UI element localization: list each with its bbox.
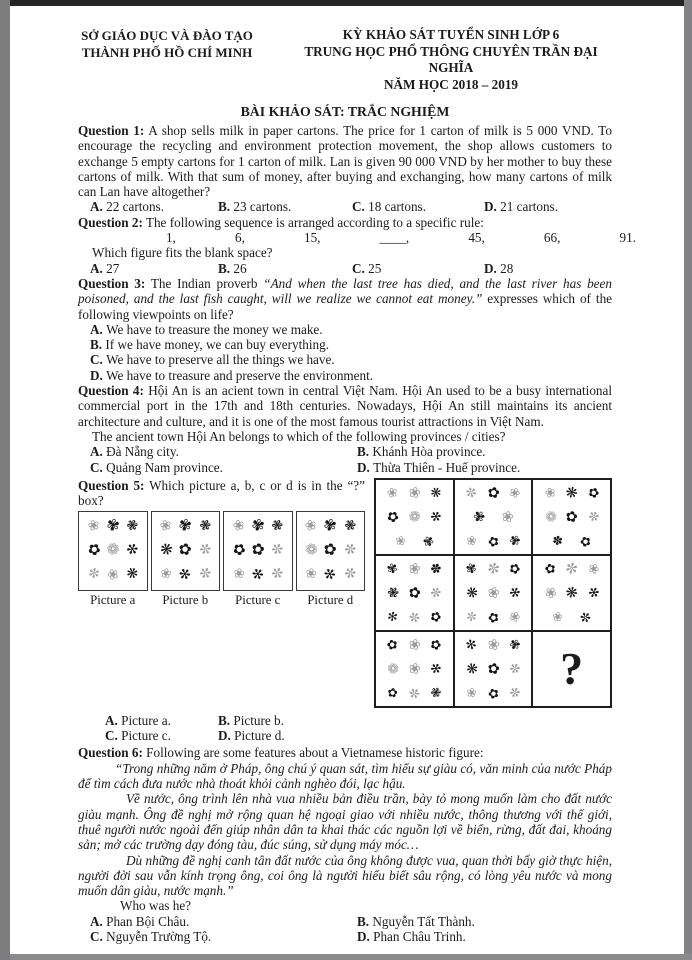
answer-option-c: [352, 261, 484, 276]
answer-option-d: [484, 199, 612, 214]
answer-option-c: [352, 199, 484, 214]
flower-icon: ❀: [393, 534, 407, 550]
flower-icon: ❀: [231, 566, 246, 583]
question-6: [78, 745, 612, 945]
puzzle-cell-5: [454, 555, 533, 631]
question-text: Which picture a, b, c or d is in the “?” box?: [78, 477, 366, 509]
option-letter: A.: [90, 444, 103, 460]
puzzle-cell-1: [375, 479, 454, 555]
flower-icon: ❀: [406, 636, 423, 656]
flower-icon: ❀: [303, 517, 319, 536]
flower-icon: ❋: [427, 484, 444, 503]
option-letter: C.: [90, 352, 103, 368]
answer-option-a: [90, 261, 218, 276]
flower-icon: ✻: [506, 584, 523, 603]
option-text: Thừa Thiên - Huế province.: [369, 460, 521, 476]
flower-icon: ❃: [268, 516, 286, 537]
flower-icon: ✿: [321, 540, 339, 561]
flower-row: [377, 482, 452, 506]
question-label: Question 3:: [78, 275, 146, 291]
flower-row: [80, 514, 146, 538]
picture-caption: Picture c: [235, 593, 281, 608]
flower-icon: ✾: [385, 561, 401, 579]
flower-icon: ✼: [406, 609, 423, 628]
puzzle-cell-7: [375, 631, 454, 707]
puzzle-cell-9: [532, 631, 611, 707]
option-text: Picture d.: [230, 728, 285, 744]
option-letter: B.: [90, 337, 103, 353]
answer-option-b: [357, 914, 612, 930]
flower-icon: ✼: [485, 560, 501, 580]
flower-icon: ✿: [485, 660, 501, 680]
answer-option-a: [90, 444, 357, 460]
flower-icon: ❁: [406, 508, 423, 528]
question-5-6-region: [78, 478, 612, 945]
flower-row: [377, 558, 452, 582]
flower-icon: ❀: [159, 566, 173, 583]
flower-icon: ✾: [469, 507, 488, 528]
answer-option-a: [90, 914, 357, 930]
flower-row: [377, 530, 452, 554]
flower-icon: ✼: [406, 685, 423, 704]
exam-title: BÀI KHẢO SÁT: TRẮC NGHIỆM: [240, 104, 450, 119]
quote-paragraph-3: Dù những đề nghị canh tân đất nước của ông không được vua, quan thời bấy giờ thực hiện, người đời sau vẫn kính trọng ông, coi ông là người hiểu biết sâu rộng, có lòng yêu nước và mong muốn dân giàu, nước mạnh.”: [78, 852, 612, 899]
flower-row: [456, 682, 531, 706]
answer-option-c: [90, 460, 357, 476]
question-2-options: [90, 261, 612, 276]
flower-row: [225, 562, 291, 586]
option-text: Picture b.: [230, 712, 284, 728]
document-page: [10, 6, 648, 954]
answer-option-a: [90, 322, 612, 337]
quote-paragraph-2: Về nước, ông trình lên nhà vua nhiều bản điều trần, bày tỏ mong muốn làm cho đất nước giàu mạnh. Ông đề nghị mở rộng quan hệ ngoại giao với nhiều nước, thông thương với thế giới, thuê người nước ngoài đến giúp nhân dân ta khai thác các nguồn lợi về biển, rừng, đất đai, khoáng sản; mở các trường dạy đóng tàu, đúc súng, sử dụng máy móc…: [78, 791, 612, 853]
photo-frame-left: [0, 0, 10, 960]
flower-icon: ❀: [465, 534, 478, 550]
flower-icon: ✼: [578, 609, 595, 628]
flower-icon: ✽: [551, 534, 564, 550]
option-text: 18 cartons.: [364, 199, 426, 215]
flower-row: [456, 582, 531, 606]
flower-row: [377, 682, 452, 706]
picture-option-c: [223, 511, 293, 608]
flower-row: [377, 658, 452, 682]
answer-option-b: [357, 444, 612, 460]
flower-icon: ✻: [585, 584, 602, 603]
flower-icon: ❀: [158, 517, 174, 536]
question-3: [78, 276, 612, 383]
flower-icon: ✿: [385, 637, 401, 655]
option-letter: B.: [357, 444, 370, 460]
flower-icon: ❃: [383, 583, 403, 604]
option-text: 23 cartons.: [230, 199, 292, 215]
flower-icon: ✻: [386, 610, 400, 626]
flower-icon: ✾: [506, 532, 523, 551]
flower-icon: ✿: [83, 539, 104, 562]
flower-icon: ❀: [85, 517, 102, 536]
picture-caption: Picture a: [90, 593, 136, 608]
flower-row: [534, 482, 609, 506]
flower-icon: ✿: [176, 540, 194, 561]
flower-icon: ❁: [301, 539, 321, 562]
flower-icon: ✿: [427, 608, 444, 627]
flower-icon: ❀: [585, 560, 602, 579]
option-text: If we have money, we can buy everything.: [102, 337, 330, 353]
flower-icon: ✼: [340, 540, 359, 561]
flower-icon: ✾: [506, 636, 523, 655]
flower-row: [377, 506, 452, 530]
flower-icon: ❃: [195, 516, 214, 537]
flower-row: [456, 606, 531, 630]
answer-option-d: [90, 368, 612, 383]
question-5-options: [105, 713, 385, 744]
flower-row: [153, 562, 219, 586]
option-letter: B.: [218, 712, 231, 728]
question-lead: The Indian proverb: [150, 275, 258, 291]
flower-row: [80, 538, 146, 562]
puzzle-cell-6: [532, 555, 611, 631]
flower-icon: ✿: [228, 539, 249, 562]
answer-option-b: [218, 713, 385, 728]
option-letter: B.: [357, 913, 370, 929]
flower-icon: ✼: [506, 660, 523, 679]
question-4: [78, 383, 612, 476]
answer-option-a: [90, 199, 218, 214]
flower-icon: ❀: [406, 560, 423, 580]
option-text: We have to treasure the money we make.: [102, 321, 323, 337]
flower-icon: ❋: [123, 564, 141, 585]
picture-box: [78, 511, 148, 591]
question-subtext: Which figure fits the blank space?: [92, 245, 273, 261]
question-text: The following sequence is arranged according to a specific rule:: [145, 214, 484, 230]
flower-icon: ✿: [383, 507, 403, 528]
option-letter: C.: [90, 929, 103, 945]
flower-icon: ❀: [485, 584, 501, 604]
option-letter: B.: [218, 260, 231, 276]
sequence-term: 15,: [303, 230, 321, 246]
flower-icon: ❀: [406, 660, 423, 680]
flower-icon: ❀: [506, 608, 523, 627]
flower-row: [298, 538, 364, 562]
puzzle-cell-4: [375, 555, 454, 631]
option-text: We have to treasure and preserve the environment.: [102, 367, 374, 383]
exam-name-line-1: KỲ KHẢO SÁT TUYỂN SINH LỚP 6: [342, 27, 560, 42]
flower-icon: ✿: [386, 686, 400, 702]
picture-caption: Picture b: [162, 593, 209, 608]
flower-icon: ❀: [385, 485, 401, 503]
question-2: [78, 214, 636, 276]
flower-icon: ✼: [506, 684, 523, 703]
question-text: Hội An is an acient town in central Việt Nam. Hội An used to be a busy international commercial port in the 17th and 18th centuries. Nowadays, Hội An still maintains its ancient architecture and culture, and it is one of the most famous tourist attractions in Việt Nam.: [78, 383, 613, 429]
flower-icon: ❀: [499, 508, 515, 528]
option-text: Khánh Hòa province.: [369, 444, 486, 460]
option-text: Nguyễn Trường Tộ.: [102, 929, 212, 945]
option-text: We have to preserve all the things we have.: [102, 352, 335, 368]
flower-icon: ✼: [268, 540, 286, 561]
option-text: Picture c.: [117, 728, 171, 744]
option-letter: D.: [484, 260, 497, 276]
flower-row: [225, 538, 291, 562]
picture-box: [151, 511, 221, 591]
flower-row: [456, 558, 531, 582]
flower-icon: ✼: [268, 564, 286, 585]
picture-answer-row: [78, 511, 365, 608]
answer-option-d: [357, 929, 612, 945]
flower-icon: ✼: [465, 610, 478, 626]
flower-icon: ✾: [464, 561, 479, 579]
document-header: [78, 27, 612, 93]
option-text: 21 cartons.: [496, 199, 558, 215]
answer-option-b: [218, 199, 352, 214]
flower-icon: ✼: [427, 584, 444, 603]
option-text: Phan Châu Trinh.: [369, 929, 466, 945]
answer-option-a: [105, 713, 218, 728]
proverb-quote: “And when the last tree has died, and the last river has been poisoned, and the last fish caught, will we realize we cannot eat money.”: [78, 275, 612, 307]
flower-icon: ✿: [406, 584, 423, 604]
flower-icon: ✼: [86, 566, 101, 583]
flower-icon: ❃: [427, 684, 444, 703]
option-text: Đà Nẵng city.: [102, 444, 179, 460]
puzzle-cell-8: [454, 631, 533, 707]
option-letter: C.: [105, 728, 118, 744]
answer-option-b: [218, 261, 352, 276]
exam-name-line-2: TRUNG HỌC PHỔ THÔNG CHUYÊN TRẦN ĐẠI NGHĨA: [304, 43, 598, 75]
question-label: Question 6:: [78, 745, 143, 761]
option-letter: A.: [90, 199, 103, 215]
option-letter: A.: [90, 260, 103, 276]
option-text: 25: [364, 260, 382, 276]
option-letter: A.: [90, 913, 103, 929]
picture-box: [296, 511, 366, 591]
option-letter: A.: [105, 712, 118, 728]
flower-row: [153, 514, 219, 538]
picture-option-a: [78, 511, 148, 608]
flower-row: [80, 562, 146, 586]
flower-icon: ✿: [485, 533, 502, 552]
flower-icon: ❁: [541, 507, 560, 528]
exam-name-line-3: NĂM HỌC 2018 – 2019: [383, 76, 519, 92]
flower-icon: ❋: [462, 659, 481, 680]
flower-icon: ❋: [563, 484, 580, 504]
question-subtext: Who was he?: [120, 898, 192, 914]
authority-line-1: SỞ GIÁO DỤC VÀ ĐÀO TẠO: [81, 28, 253, 43]
flower-row: [377, 582, 452, 606]
option-letter: D.: [218, 728, 231, 744]
flower-row: [225, 514, 291, 538]
option-letter: D.: [484, 199, 497, 215]
flower-row: [456, 530, 531, 554]
flower-icon: ✻: [427, 660, 444, 679]
flower-icon: ❀: [543, 485, 558, 503]
answer-option-c: [90, 929, 357, 945]
flower-icon: ❀: [506, 484, 523, 503]
answer-option-b: [90, 337, 612, 352]
flower-icon: ✻: [464, 637, 479, 655]
picture-caption: Picture d: [307, 593, 354, 608]
option-letter: D.: [357, 460, 370, 476]
answer-option-d: [357, 460, 612, 476]
flower-icon: ✽: [427, 560, 444, 579]
flower-icon: ✿: [485, 609, 502, 628]
flower-row: [534, 582, 609, 606]
flower-icon: ✼: [464, 485, 479, 503]
option-letter: C.: [352, 260, 365, 276]
question-text: Following are some features about a Vietnamese historic figure:: [146, 745, 484, 761]
option-text: Quảng Nam province.: [102, 460, 223, 476]
flower-icon: ❁: [104, 540, 122, 561]
flower-row: [377, 606, 452, 630]
flower-icon: ❀: [465, 686, 478, 702]
sequence-term: 6,: [234, 230, 245, 246]
answer-option-c: [90, 352, 612, 367]
flower-row: [456, 482, 531, 506]
flower-icon: ✿: [427, 636, 444, 655]
photo-frame-bottom: [10, 954, 692, 960]
question-4-options: [90, 444, 612, 476]
flower-icon: ✿: [543, 561, 558, 579]
flower-icon: ❀: [104, 565, 122, 585]
flower-icon: ✼: [563, 560, 580, 580]
question-label: Question 2:: [78, 214, 143, 230]
flower-icon: ❋: [156, 539, 176, 562]
puzzle-cell-3: [532, 479, 611, 555]
option-letter: C.: [90, 460, 103, 476]
flower-icon: ✻: [322, 565, 340, 585]
option-text: 28: [496, 260, 514, 276]
sequence-term: 66,: [543, 230, 561, 246]
option-letter: A.: [90, 321, 103, 337]
issuing-authority: [78, 27, 256, 61]
puzzle-cell-2: [454, 479, 533, 555]
question-label: Question 5:: [78, 477, 145, 493]
answer-option-c: [105, 728, 218, 743]
flower-icon: ✿: [485, 685, 502, 704]
sequence-term: 1,: [166, 230, 176, 246]
flower-row: [377, 634, 452, 658]
number-sequence: [166, 230, 636, 245]
picture-option-d: [296, 511, 366, 608]
question-mark: ?: [560, 642, 584, 694]
flower-icon: ❀: [304, 566, 318, 583]
question-3-options: [90, 322, 612, 383]
question-1-options: [90, 199, 612, 214]
flower-icon: ✻: [177, 565, 195, 585]
flower-icon: ✿: [563, 508, 580, 528]
flower-icon: ❃: [340, 516, 359, 537]
flower-icon: ✾: [321, 516, 339, 537]
flower-icon: ✻: [123, 540, 141, 561]
question-subtext: The ancient town Hội An belongs to which of the following provinces / cities?: [92, 428, 506, 444]
flower-row: [534, 606, 609, 630]
quote-paragraph-1: “Trong những năm ở Pháp, ông chú ý quan sát, tìm hiểu sự giàu có, văn minh của nước Pháp để tìm cách đưa nước nhà thoát khỏi cảnh nghèo đói, lạc hậu.: [78, 760, 612, 792]
option-text: Nguyễn Tất Thành.: [369, 913, 475, 929]
question-tail: expresses which of the following viewpoints on life?: [78, 291, 613, 322]
option-text: Picture a.: [117, 712, 171, 728]
flower-icon: ✼: [340, 564, 359, 585]
flower-icon: ✿: [506, 560, 523, 579]
puzzle-grid: [374, 478, 612, 708]
flower-icon: ❋: [462, 583, 481, 604]
flower-icon: ✼: [195, 540, 214, 561]
flower-row: [456, 634, 531, 658]
exam-name-block: [256, 27, 612, 93]
option-text: 27: [102, 260, 120, 276]
flower-icon: ✿: [585, 484, 602, 503]
answer-option-d: [484, 261, 612, 276]
flower-row: [534, 530, 609, 554]
option-text: 22 cartons.: [102, 199, 164, 215]
option-letter: D.: [90, 367, 103, 383]
sequence-term: 45,: [468, 230, 485, 246]
flower-icon: ❀: [485, 636, 501, 656]
sequence-term: 91.: [619, 230, 636, 246]
question-1: [78, 123, 612, 215]
flower-icon: ✻: [249, 565, 267, 585]
question-text: A shop sells milk in paper cartons. The price for 1 carton of milk is 5 000 VND. To encourage the recycling and environment protection movement, the shop allows customers to exchange 5 empty cartons for 1 carton of milk. Lan is given 90 000 VND by her mother to buy these cartons of milk. With that sum of money, after buying and exchanging, how many cartons of milk can Lan have altogether?: [78, 123, 612, 200]
option-letter: C.: [352, 199, 365, 215]
question-label: Question 1:: [78, 123, 145, 138]
flower-icon: ❀: [230, 517, 247, 536]
answer-option-d: [218, 728, 385, 743]
sequence-term: ____,: [379, 230, 410, 246]
flower-icon: ✻: [427, 508, 444, 527]
picture-box: [223, 511, 293, 591]
question-6-options: [90, 914, 612, 946]
flower-icon: ✾: [249, 516, 267, 537]
flower-icon: ✿: [485, 484, 501, 504]
flower-icon: ❃: [123, 516, 141, 537]
flower-icon: ✾: [176, 516, 194, 537]
flower-icon: ✿: [578, 533, 595, 552]
flower-row: [456, 506, 531, 530]
photo-frame-right: [684, 0, 692, 960]
option-letter: D.: [357, 929, 370, 945]
flower-icon: ❀: [406, 484, 423, 504]
flower-icon: ✾: [421, 533, 437, 552]
flower-icon: ✼: [195, 564, 214, 585]
option-letter: B.: [218, 199, 231, 215]
flower-icon: ❀: [551, 610, 564, 626]
picture-option-b: [151, 511, 221, 608]
question-label: Question 4:: [78, 383, 144, 399]
flower-icon: ✾: [104, 516, 122, 537]
flower-icon: ❋: [563, 584, 580, 604]
flower-row: [153, 538, 219, 562]
flower-row: [298, 562, 364, 586]
flower-icon: ✼: [585, 508, 602, 527]
flower-row: [456, 658, 531, 682]
flower-row: [298, 514, 364, 538]
option-text: 26: [230, 260, 247, 276]
flower-icon: ❀: [541, 583, 560, 604]
flower-row: [534, 506, 609, 530]
flower-icon: ❁: [383, 659, 403, 680]
authority-line-2: THÀNH PHỐ HỒ CHÍ MINH: [81, 44, 253, 60]
flower-row: [534, 558, 609, 582]
flower-icon: ✿: [249, 540, 267, 561]
photo-frame-top: [10, 0, 692, 6]
option-text: Phan Bội Châu.: [102, 913, 190, 929]
